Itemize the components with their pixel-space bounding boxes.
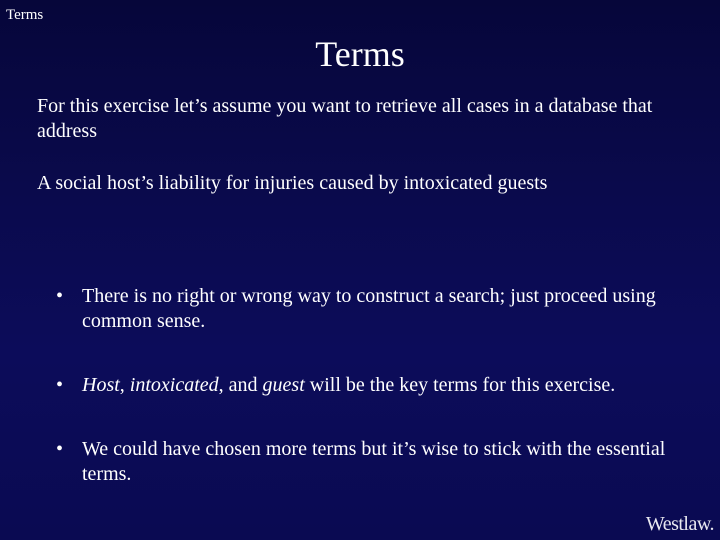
corner-label: Terms — [6, 7, 44, 23]
key-term-guest: guest — [262, 374, 305, 396]
intro-text: For this exercise let’s assume you want to retrieve all cases in a database that address — [37, 95, 653, 142]
bullet-list — [56, 284, 676, 526]
bullet-item — [56, 284, 676, 334]
bullet-text: There is no right or wrong way to construct a search; just proceed using common sense. — [82, 285, 656, 332]
slide-title: Terms — [315, 34, 405, 74]
bullet-separator: , and — [218, 374, 263, 396]
bullet-marker: • — [56, 374, 64, 396]
bullet-separator: , — [119, 374, 130, 396]
scenario-text: A social host’s liability for injuries caused by intoxicated guests — [37, 172, 548, 194]
bullet-text — [82, 374, 615, 396]
bullet-marker: • — [56, 285, 64, 307]
key-term-host: Host — [82, 374, 120, 396]
bullet-item — [56, 373, 676, 398]
bullet-item — [56, 437, 676, 487]
bullet-marker: • — [56, 438, 64, 460]
westlaw-logo: Westlaw. — [645, 513, 714, 535]
key-term-intoxicated: intoxicated — [129, 374, 219, 396]
bullet-rest-text: will be the key terms for this exercise. — [304, 374, 616, 396]
bullet-text: We could have chosen more terms but it’s wise to stick with the essential terms. — [82, 438, 666, 485]
